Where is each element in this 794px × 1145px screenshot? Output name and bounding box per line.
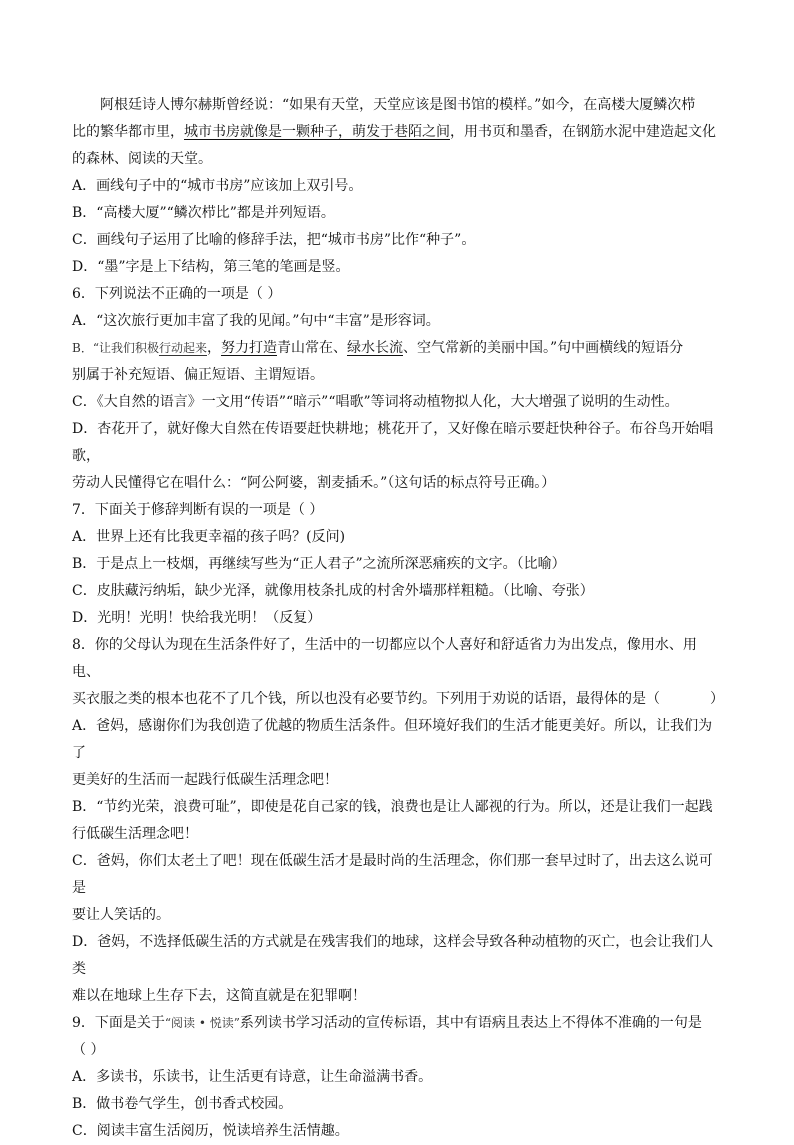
question-text: 买衣服之类的根本也花不了几个钱，所以也没有必要节约。下列用于劝说的话语，最得体的是（ bbox=[72, 691, 660, 707]
option-c: C．阅读丰富生活阅历，悦读培养生活情趣。 bbox=[72, 1123, 349, 1139]
option-a: A．世界上还有比我更幸福的孩子吗？(反问) bbox=[72, 529, 346, 545]
option-b: B．于是点上一枝烟，再继续写些为“正人君子”之流所深恶痛疾的文字。（比喻） bbox=[72, 556, 566, 572]
option-b: B．“高楼大厦”“鳞次栉比”都是并列短语。 bbox=[72, 205, 335, 221]
option-d: D．“墨”字是上下结构，第三笔的笔画是竖。 bbox=[72, 259, 350, 275]
question-6 bbox=[72, 281, 724, 497]
option-text: B．“让我们积极 bbox=[72, 341, 159, 355]
question-stem bbox=[72, 1010, 724, 1037]
option-b bbox=[72, 335, 724, 362]
option-a: A．画线句子中的“城市书房”应该加上双引号。 bbox=[72, 178, 363, 194]
question-text: 系列读书学习活动的宣传标语，其中有语病且表达上不得体不准确的一句是 bbox=[239, 1015, 702, 1031]
option-a-continued: 更美好的生活而一起践行低碳生活理念吧！ bbox=[72, 772, 338, 788]
option-a: A．多读书，乐读书，让生活更有诗意，让生命溢满书香。 bbox=[72, 1069, 433, 1085]
question-9 bbox=[72, 1010, 724, 1145]
underlined-sentence: 城市书房就像是一颗种子，萌发于巷陌之间 bbox=[184, 124, 450, 140]
option-c-continued: 要让人笑话的。 bbox=[72, 907, 170, 923]
passage-line-3: 的森林、阅读的天堂。 bbox=[72, 151, 212, 167]
option-c: C．爸妈，你们太老土了吧！现在低碳生活才是最时尚的生活理念，你们那一套早过时了，出去这么说可是 bbox=[72, 853, 713, 896]
option-text: 青山常在、 bbox=[276, 340, 347, 356]
question-stem: 8．你的父母认为现在生活条件好了，生活中的一切都应以个人喜好和舒适省力为出发点，像用水、用电、 bbox=[72, 637, 697, 680]
underlined-phrase: 行动起来 bbox=[158, 341, 207, 355]
option-a: A．爸妈，感谢你们为我创造了优越的物质生活条件。但环境好我们的生活才能更美好。所以，让我们为了 bbox=[72, 718, 713, 761]
question-text: 9．下面是关于 bbox=[72, 1015, 165, 1031]
option-text: 、空气常新的美丽中国。”句中画横线的短语分 bbox=[402, 340, 684, 356]
underlined-phrase: 努力打造 bbox=[220, 340, 277, 356]
exam-page bbox=[72, 92, 724, 1145]
passage-line-1: 阿根廷诗人博尔赫斯曾经说：“如果有天堂，天堂应该是图书馆的模样。”如今，在高楼大厦鳞次栉 bbox=[100, 97, 696, 113]
option-d: D．光明！光明！快给我光明！（反复） bbox=[72, 610, 322, 626]
option-d: D．杏花开了，就好像大自然在传语要赶快耕地；桃花开了，又好像在暗示要赶快种谷子。布谷鸟开始唱歌， bbox=[72, 421, 714, 464]
passage-text: ，用书页和墨香，在钢筋水泥中建造起文化 bbox=[450, 124, 716, 140]
option-b: B．“节约光荣，浪费可耻”，即使是花自己家的钱，浪费也是让人鄙视的行为。所以，还是让我们一起践 bbox=[72, 799, 713, 815]
passage-line-2 bbox=[72, 119, 724, 146]
option-b-continued: 别属于补充短语、偏正短语、主谓短语。 bbox=[72, 367, 324, 383]
option-d: D．爸妈，不选择低碳生活的方式就是在残害我们的地球，这样会导致各种动植物的灭亡，也会让我们人类 bbox=[72, 934, 714, 977]
activity-name: “阅读 • 悦读” bbox=[164, 1016, 240, 1030]
option-a: A．“这次旅行更加丰富了我的见闻。”句中“丰富”是形容词。 bbox=[72, 313, 440, 329]
question-stem: 7．下面关于修辞判断有误的一项是（ ） bbox=[72, 502, 324, 518]
passage-text: 比的繁华都市里， bbox=[72, 124, 184, 140]
passage bbox=[72, 92, 724, 173]
answer-blank-close: ） bbox=[710, 691, 724, 707]
option-b-continued: 行低碳生活理念吧！ bbox=[72, 826, 198, 842]
option-c: C．皮肤藏污纳垢，缺少光泽，就像用枝条扎成的村舍外墙那样粗糙。（比喻、夸张） bbox=[72, 583, 594, 599]
question-8 bbox=[72, 632, 724, 1010]
answer-blank: （ ） bbox=[72, 1042, 105, 1058]
question-stem: 6．下列说法不正确的一项是（ ） bbox=[72, 286, 282, 302]
option-c: C．画线句子运用了比喻的修辞手法，把“城市书房”比作“种子”。 bbox=[72, 232, 476, 248]
question-stem-continued bbox=[72, 686, 724, 713]
option-d-continued: 劳动人民懂得它在唱什么：“阿公阿婆，割麦插禾。”（这句话的标点符号正确。） bbox=[72, 475, 556, 491]
question-5-options bbox=[72, 173, 724, 281]
option-text: ， bbox=[206, 340, 221, 356]
underlined-phrase: 绿水长流 bbox=[346, 340, 403, 356]
option-d-continued: 难以在地球上生存下去，这简直就是在犯罪啊！ bbox=[72, 988, 366, 1004]
question-7 bbox=[72, 497, 724, 632]
option-c: C．《大自然的语言》一文用“传语”“暗示”“唱歌”等词将动植物拟人化，大大增强了说明的生动性。 bbox=[72, 394, 679, 410]
option-b: B．做书卷气学生，创书香式校园。 bbox=[72, 1096, 293, 1112]
